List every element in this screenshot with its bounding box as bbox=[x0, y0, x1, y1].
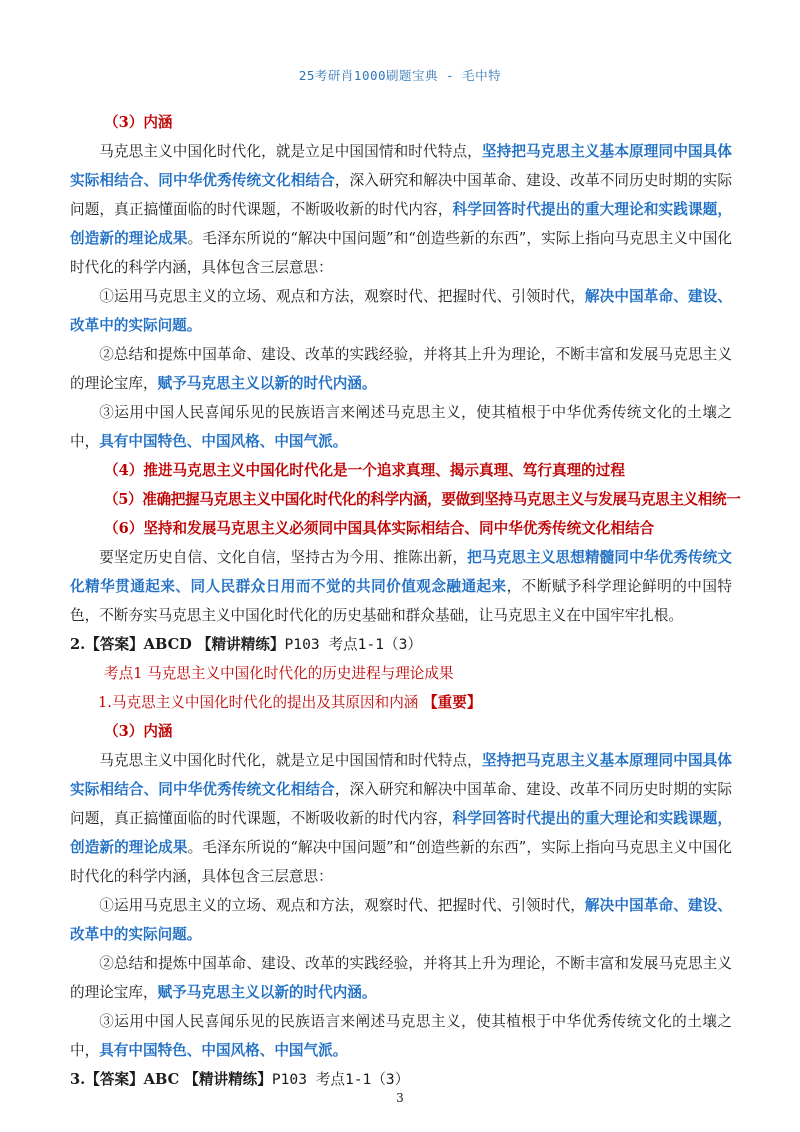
paragraph-intro: 马克思主义中国化时代化，就是立足中国国情和时代特点，坚持把马克思主义基本原理同中国具体实际相结合、同中华优秀传统文化相结合，深入研究和解决中国革命、建设、改革不同历史时期的实际问题，真正搞懂面临的时代课题，不断吸收新的时代内容，科学回答时代提出的重大理论和实践课题，创造新的理论成果。毛泽东所说的“解决中国问题”和“创造些新的东西”，实际上指向马克思主义中国化时代化的科学内涵，具体包含三层意思： bbox=[70, 143, 732, 276]
meaning-item-2-repeat: ②总结和提炼中国革命、建设、改革的实践经验，并将其上升为理论，不断丰富和发展马克思主义的理论宝库，赋予马克思主义以新的时代内涵。 bbox=[70, 955, 732, 1001]
kaodian-heading: 考点1 马克思主义中国化时代化的历史进程与理论成果 bbox=[104, 665, 454, 682]
section-heading-3: （3）内涵 bbox=[104, 114, 173, 131]
answer-line-2: 2.【答案】ABCD 【精讲精练】P103 考点1-1（3） bbox=[70, 636, 422, 653]
section-heading-3-repeat: （3）内涵 bbox=[104, 723, 173, 740]
section-heading-5: （5）准确把握马克思主义中国化时代化的科学内涵，要做到坚持马克思主义与发展马克思主义相统一 bbox=[104, 491, 741, 508]
sub-heading: 1.马克思主义中国化时代化的提出及其原因和内涵 【重要】 bbox=[98, 694, 482, 711]
section-heading-4: （4）推进马克思主义中国化时代化是一个追求真理、揭示真理、笃行真理的过程 bbox=[104, 462, 625, 479]
meaning-item-1: ①运用马克思主义的立场、观点和方法，观察时代、把握时代、引领时代，解决中国革命、建设、改革中的实际问题。 bbox=[70, 288, 732, 334]
paragraph-6: 要坚定历史自信、文化自信，坚持古为今用、推陈出新，把马克思主义思想精髓同中华优秀传统文化精华贯通起来、同人民群众日用而不觉的共同价值观念融通起来，不断赋予科学理论鲜明的中国特色，不断夯实马克思主义中国化时代化的历史基础和群众基础，让马克思主义在中国牢牢扎根。 bbox=[70, 549, 732, 624]
answer-line-3: 3.【答案】ABC 【精讲精练】P103 考点1-1（3） bbox=[70, 1071, 410, 1088]
paragraph-intro-repeat: 马克思主义中国化时代化，就是立足中国国情和时代特点，坚持把马克思主义基本原理同中国具体实际相结合、同中华优秀传统文化相结合，深入研究和解决中国革命、建设、改革不同历史时期的实际问题，真正搞懂面临的时代课题，不断吸收新的时代内容，科学回答时代提出的重大理论和实践课题，创造新的理论成果。毛泽东所说的“解决中国问题”和“创造些新的东西”，实际上指向马克思主义中国化时代化的科学内涵，具体包含三层意思： bbox=[70, 752, 732, 885]
section-heading-6: （6）坚持和发展马克思主义必须同中国具体实际相结合、同中华优秀传统文化相结合 bbox=[104, 520, 655, 537]
meaning-item-2: ②总结和提炼中国革命、建设、改革的实践经验，并将其上升为理论，不断丰富和发展马克思主义的理论宝库，赋予马克思主义以新的时代内涵。 bbox=[70, 346, 732, 392]
meaning-item-3-repeat: ③运用中国人民喜闻乐见的民族语言来阐述马克思主义，使其植根于中华优秀传统文化的土壤之中，具有中国特色、中国风格、中国气派。 bbox=[70, 1013, 732, 1059]
page-content bbox=[70, 108, 741, 1094]
page-number: 3 bbox=[396, 1091, 404, 1105]
meaning-item-1-repeat: ①运用马克思主义的立场、观点和方法，观察时代、把握时代、引领时代，解决中国革命、建设、改革中的实际问题。 bbox=[70, 897, 732, 943]
page-header: 25考研肖1000刷题宝典 - 毛中特 bbox=[298, 68, 502, 83]
meaning-item-3: ③运用中国人民喜闻乐见的民族语言来阐述马克思主义，使其植根于中华优秀传统文化的土壤之中，具有中国特色、中国风格、中国气派。 bbox=[70, 404, 732, 450]
